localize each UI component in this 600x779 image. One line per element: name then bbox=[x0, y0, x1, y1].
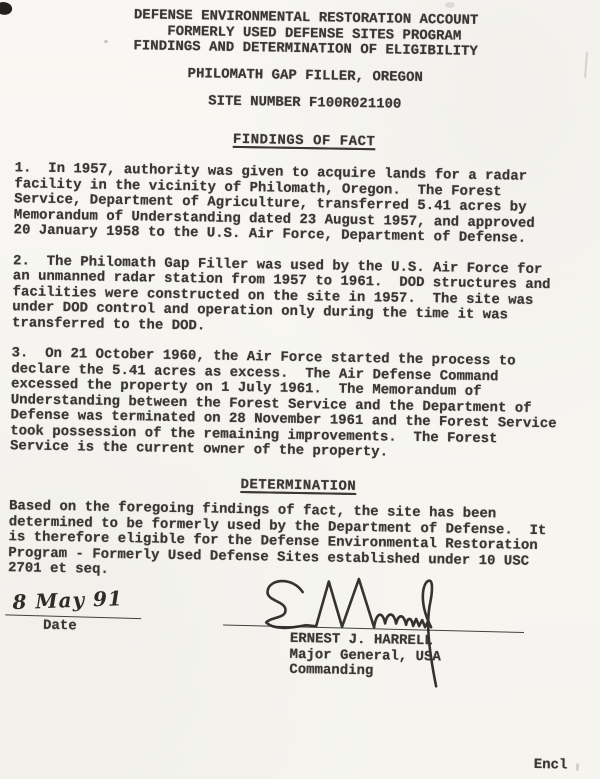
finding-paragraph-3: 3. On 21 October 1960, the Air Force started the process to declare the 5.41 acres as excess. The Air Defense Command excessed the property on 1 July 1961. The Memorandum of Understanding between the Forest Service and the Department of Defense was terminated on 28 November 1961 and the Forest Service took possession of the remaining improvements. The Forest Service is the current owner of the property. bbox=[9, 345, 557, 461]
handwritten-date: 8 May 91 bbox=[12, 586, 124, 615]
enclosure-note: Encl bbox=[533, 756, 568, 774]
date-label: Date bbox=[42, 617, 77, 635]
document-header: DEFENSE ENVIRONMENTAL RESTORATION ACCOUNT FORMERLY USED DEFENSE SITES PROGRAM FINDINGS AND DETERMINATION OF ELIGIBILITY bbox=[133, 7, 479, 60]
determination-heading: DETERMINATION bbox=[240, 476, 357, 495]
finding-paragraph-1: 1. In 1957, authority was given to acquire lands for a radar facility in the vicinity of Philomath, Oregon. The Forest Service, Department of Agriculture, transferred 5.41 acres by Memorandum of Understanding dated 23 August 1957, and approved 20 January 1958 to the U.S. Air Force, Department of Defense. bbox=[13, 160, 535, 247]
signature-area bbox=[0, 565, 597, 715]
finding-paragraph-2: 2. The Philomath Gap Filler was used by the U.S. Air Force for an unmanned radar station from 1957 to 1961. DOD structures and facilities were constructed on the site in 1957. The site was under DOD control and operation only during the time it was transferred to the DOD. bbox=[11, 252, 551, 334]
site-number: SITE NUMBER F100R021100 bbox=[208, 93, 402, 113]
site-name: PHILOMATH GAP FILLER, OREGON bbox=[187, 65, 423, 86]
findings-of-fact-heading: FINDINGS OF FACT bbox=[232, 131, 376, 150]
signer-name-block: ERNEST J. HARRELL Major General, USA Commanding bbox=[289, 630, 441, 680]
determination-paragraph: Based on the foregoing findings of fact, the site has been determined to be formerly used by the Department of Defense. It is therefore eligible for the Defense Environmental Restoration Program - Formerly Used Defense Sites established under 10 USC 2701 et seq. bbox=[7, 498, 547, 578]
